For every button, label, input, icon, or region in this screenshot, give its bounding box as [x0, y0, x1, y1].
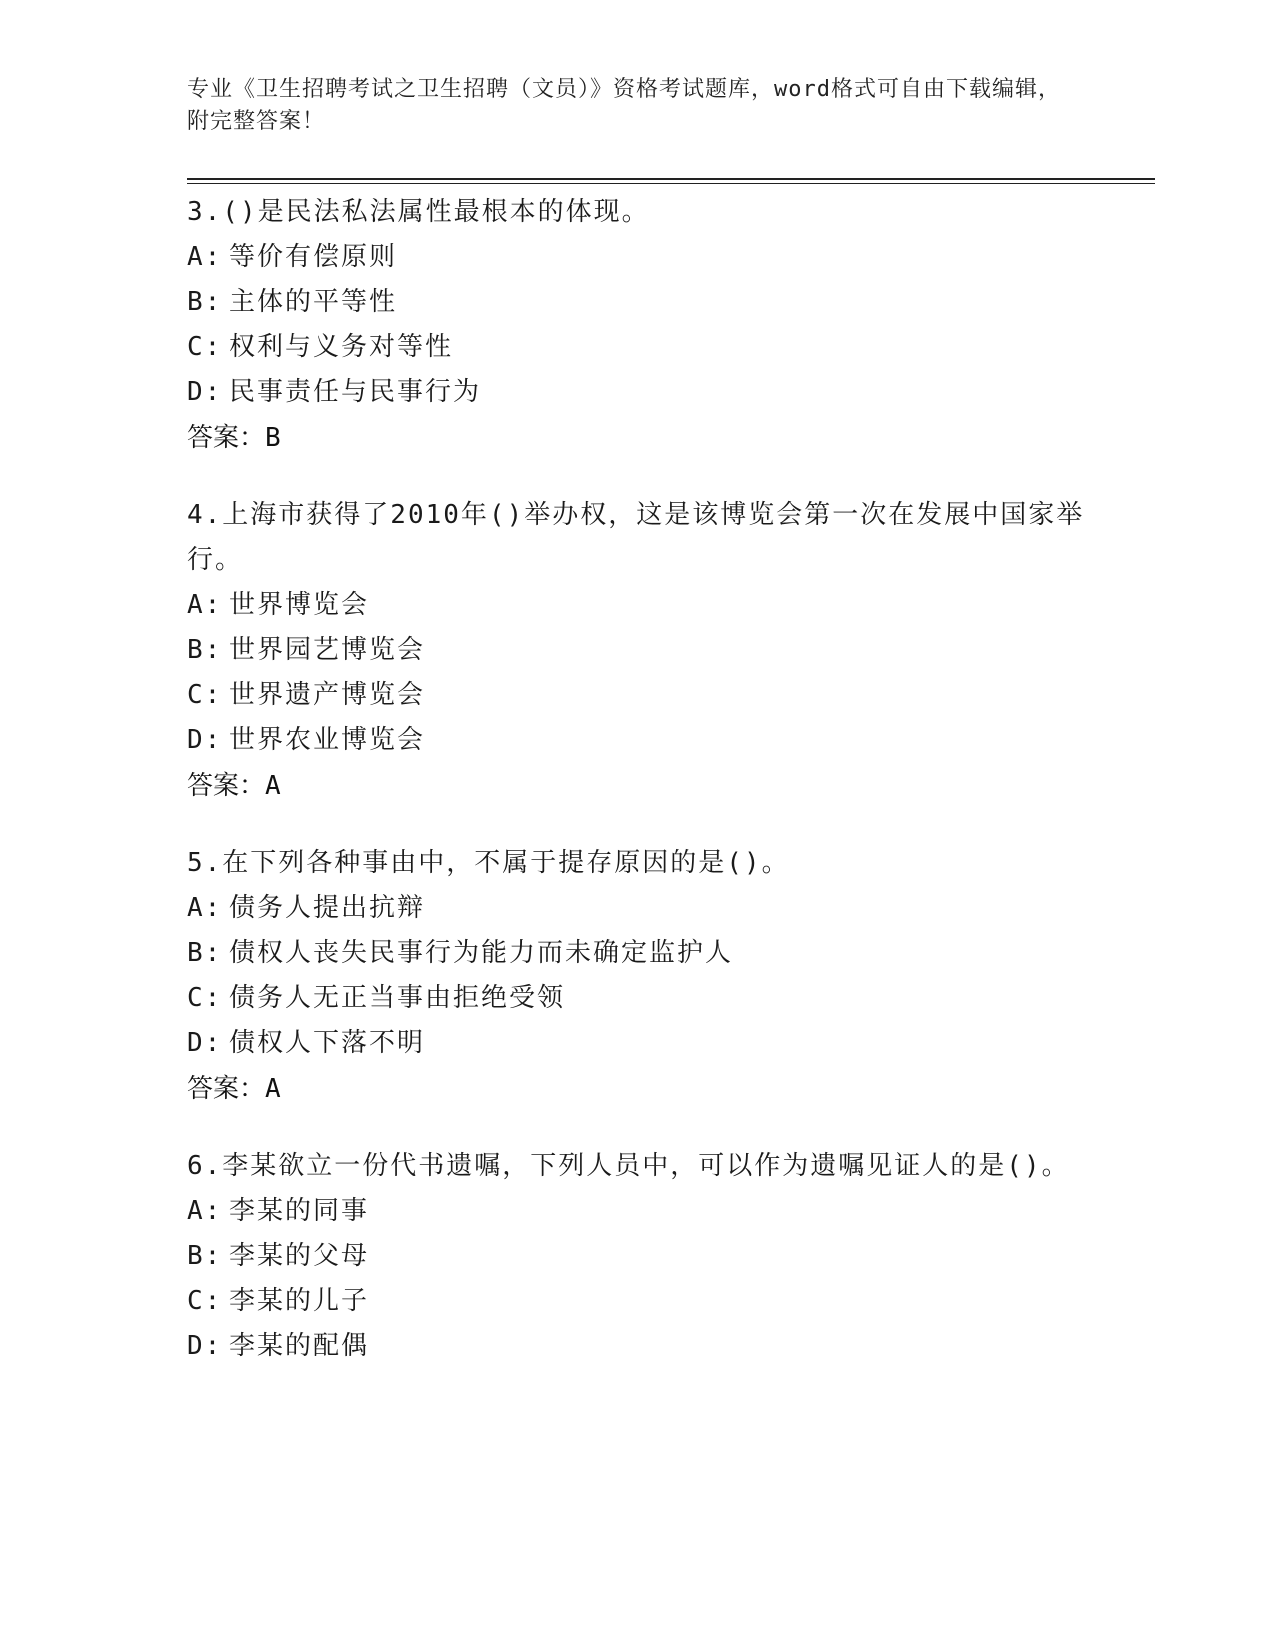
option-text: 李某的儿子 — [229, 1286, 370, 1316]
option-c — [187, 673, 1087, 718]
option-c — [187, 325, 1087, 370]
question-item — [187, 841, 1087, 1112]
option-letter: C: — [187, 680, 223, 710]
answer-label: 答案： — [187, 1074, 266, 1104]
option-text: 世界遗产博览会 — [229, 680, 426, 710]
answer-value: A — [265, 1074, 281, 1104]
option-b — [187, 931, 1087, 976]
option-text: 世界农业博览会 — [229, 725, 426, 755]
option-letter: C: — [187, 332, 223, 362]
option-d — [187, 718, 1087, 763]
option-text: 世界园艺博览会 — [229, 635, 426, 665]
option-letter: C: — [187, 1286, 223, 1316]
option-b — [187, 1234, 1087, 1279]
option-letter: B: — [187, 635, 223, 665]
option-letter: B: — [187, 938, 223, 968]
option-letter: D: — [187, 1331, 223, 1361]
option-text: 债权人下落不明 — [229, 1028, 426, 1058]
option-b — [187, 628, 1087, 673]
option-c — [187, 1279, 1087, 1324]
option-letter: A: — [187, 1196, 223, 1226]
option-letter: A: — [187, 893, 223, 923]
option-letter: D: — [187, 1028, 223, 1058]
option-text: 李某的父母 — [229, 1241, 370, 1271]
option-letter: A: — [187, 242, 223, 272]
option-d — [187, 370, 1087, 415]
document-header: 专业《卫生招聘考试之卫生招聘（文员）》资格考试题库，word格式可自由下载编辑，附完整答案！ — [187, 77, 1061, 134]
option-letter: C: — [187, 983, 223, 1013]
question-stem: 6.李某欲立一份代书遗嘱，下列人员中，可以作为遗嘱见证人的是()。 — [187, 1151, 1070, 1181]
option-a — [187, 886, 1087, 931]
option-c — [187, 976, 1087, 1021]
question-item — [187, 493, 1087, 809]
option-text: 等价有偿原则 — [229, 242, 398, 272]
question-item — [187, 190, 1087, 461]
option-letter: D: — [187, 725, 223, 755]
option-text: 主体的平等性 — [229, 287, 398, 317]
header-divider-thin — [187, 183, 1155, 184]
option-letter: B: — [187, 1241, 223, 1271]
answer-value: B — [265, 423, 281, 453]
option-d — [187, 1021, 1087, 1066]
question-stem: 4.上海市获得了2010年()举办权，这是该博览会第一次在发展中国家举行。 — [187, 500, 1085, 575]
answer-label: 答案： — [187, 771, 266, 801]
answer-label: 答案： — [187, 423, 266, 453]
question-stem: 3.()是民法私法属性最根本的体现。 — [187, 197, 650, 227]
option-a — [187, 1189, 1087, 1234]
answer-line — [187, 763, 1087, 809]
answer-line — [187, 1066, 1087, 1112]
question-item — [187, 1144, 1087, 1369]
option-text: 李某的同事 — [229, 1196, 370, 1226]
option-b — [187, 280, 1087, 325]
option-d — [187, 1324, 1087, 1369]
option-text: 民事责任与民事行为 — [229, 377, 482, 407]
option-text: 李某的配偶 — [229, 1331, 370, 1361]
option-text: 世界博览会 — [229, 590, 370, 620]
option-letter: B: — [187, 287, 223, 317]
answer-line — [187, 415, 1087, 461]
question-stem: 5.在下列各种事由中，不属于提存原因的是()。 — [187, 848, 790, 878]
option-letter: D: — [187, 377, 223, 407]
answer-value: A — [265, 771, 281, 801]
header-divider-thick — [187, 178, 1155, 180]
question-list — [187, 190, 1087, 1401]
option-text: 债务人无正当事由拒绝受领 — [229, 983, 566, 1013]
option-a — [187, 583, 1087, 628]
option-a — [187, 235, 1087, 280]
option-text: 债权人丧失民事行为能力而未确定监护人 — [229, 938, 734, 968]
option-text: 债务人提出抗辩 — [229, 893, 426, 923]
option-text: 权利与义务对等性 — [229, 332, 454, 362]
option-letter: A: — [187, 590, 223, 620]
